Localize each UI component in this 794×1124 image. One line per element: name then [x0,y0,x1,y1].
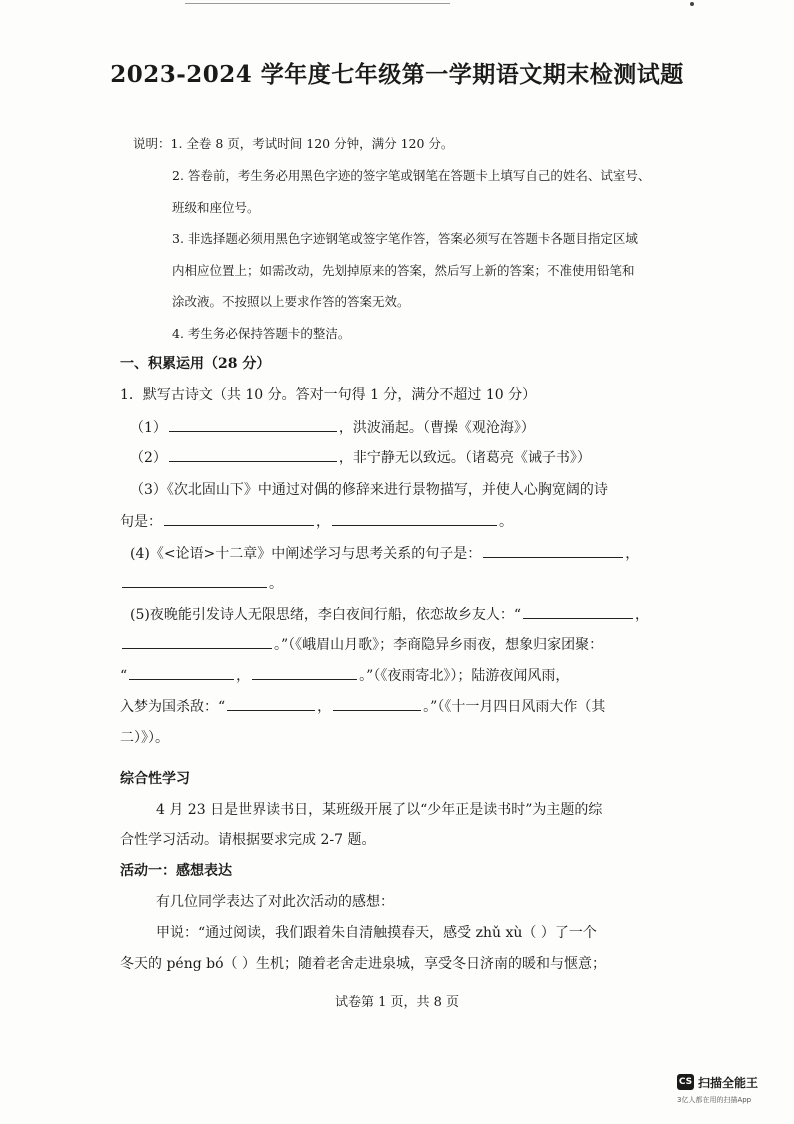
camscanner-logo-icon: CS [677,1074,694,1090]
answer-blank[interactable] [164,511,314,526]
question-1-item-5-line-3: “ ， 。”（《夜雨寄北》）；陆游夜闻风雨， [120,665,569,685]
answer-blank[interactable] [129,665,234,680]
comprehensive-intro-2: 合性学习活动。请根据要求完成 2-7 题。 [120,832,376,848]
activity-1-heading: 活动一：感想表达 [120,863,232,879]
question-1-item-5-line-4: 入梦为国杀敌：“ ， 。”（《十一月四日风雨大作（其 [120,696,605,716]
answer-blank[interactable] [169,447,337,462]
question-1-item-5-line-2: 。”（《峨眉山月歌》；李商隐异乡雨夜，想象归家团聚： [120,634,603,654]
instruction-line-3: 班级和座位号。 [172,200,260,215]
instruction-line-7: 4. 考生务必保持答题卡的整洁。 [172,326,351,341]
question-1-item-1: （1） ，洪波涌起。（曹操《观沧海》） [130,417,535,437]
question-1-item-2: （2） ，非宁静无以致远。（诸葛亮《诫子书》） [130,447,591,467]
page-footer: 试卷第 1 页，共 8 页 [334,995,460,1010]
scanner-app-name: 扫描全能王 [698,1076,759,1090]
scan-edge-line [185,3,450,4]
question-1-item-3: （3）《次北固山下》中通过对偶的修辞来进行景物描写，并使人心胸宽阔的诗 [130,482,608,498]
instruction-line-2: 2. 答卷前，考生务必用黑色字迹的签字笔或钢笔在答题卡上填写自己的姓名、试室号、 [172,168,651,183]
question-1-item-5: (5)夜晚能引发诗人无限思绪，李白夜间行船，依恋故乡友人：“ ， [130,604,649,624]
instruction-line-4: 3. 非选择题必须用黑色字迹钢笔或签字笔作答，答案必须写在答题卡各题目指定区域 [172,231,638,246]
scan-speck [690,2,694,6]
answer-blank[interactable] [332,511,497,526]
instruction-line-1: 说明：1. 全卷 8 页，考试时间 120 分钟，满分 120 分。 [133,136,454,151]
comprehensive-heading: 综合性学习 [120,771,190,787]
answer-blank[interactable] [122,634,272,649]
instruction-line-6: 涂改液。不按照以上要求作答的答案无效。 [172,294,410,309]
answer-blank[interactable] [227,696,315,711]
question-1-item-3-cont: 句是： ， 。 [120,511,513,531]
activity-1-intro: 有几位同学表达了对此次活动的感想： [156,894,394,910]
question-1-heading: 1．默写古诗文（共 10 分。答对一句得 1 分，满分不超过 10 分） [120,387,537,403]
answer-blank[interactable] [523,604,633,619]
instruction-line-5: 内相应位置上；如需改动，先划掉原来的答案，然后写上新的答案；不准使用铅笔和 [172,263,635,278]
answer-blank[interactable] [483,543,623,558]
answer-blank[interactable] [122,573,267,588]
question-1-item-5-line-5: 二）》）。 [120,730,169,746]
answer-blank[interactable] [333,696,421,711]
section-heading: 一、积累运用（28 分） [120,356,271,372]
question-1-item-4-cont: 。 [120,573,283,593]
student-jia-line-1: 甲说：“通过阅读，我们跟着朱自清触摸春天，感受 zhǔ xù（ ）了一个 [156,925,597,941]
comprehensive-intro-1: 4 月 23 日是世界读书日，某班级开展了以“少年正是读书时”为主题的综 [156,802,603,818]
answer-blank[interactable] [252,665,357,680]
question-1-item-4: (4)《<论语>十二章》中阐述学习与思考关系的句子是： ， [130,543,639,563]
answer-blank[interactable] [169,417,337,432]
page-title: 2023-2024 学年度七年级第一学期语文期末检测试题 [110,61,684,88]
scanner-tagline: 3亿人都在用的扫描App [677,1096,752,1104]
student-jia-line-2: 冬天的 péng bó（ ）生机；随着老舍走进泉城，享受冬日济南的暖和与惬意； [120,956,606,972]
